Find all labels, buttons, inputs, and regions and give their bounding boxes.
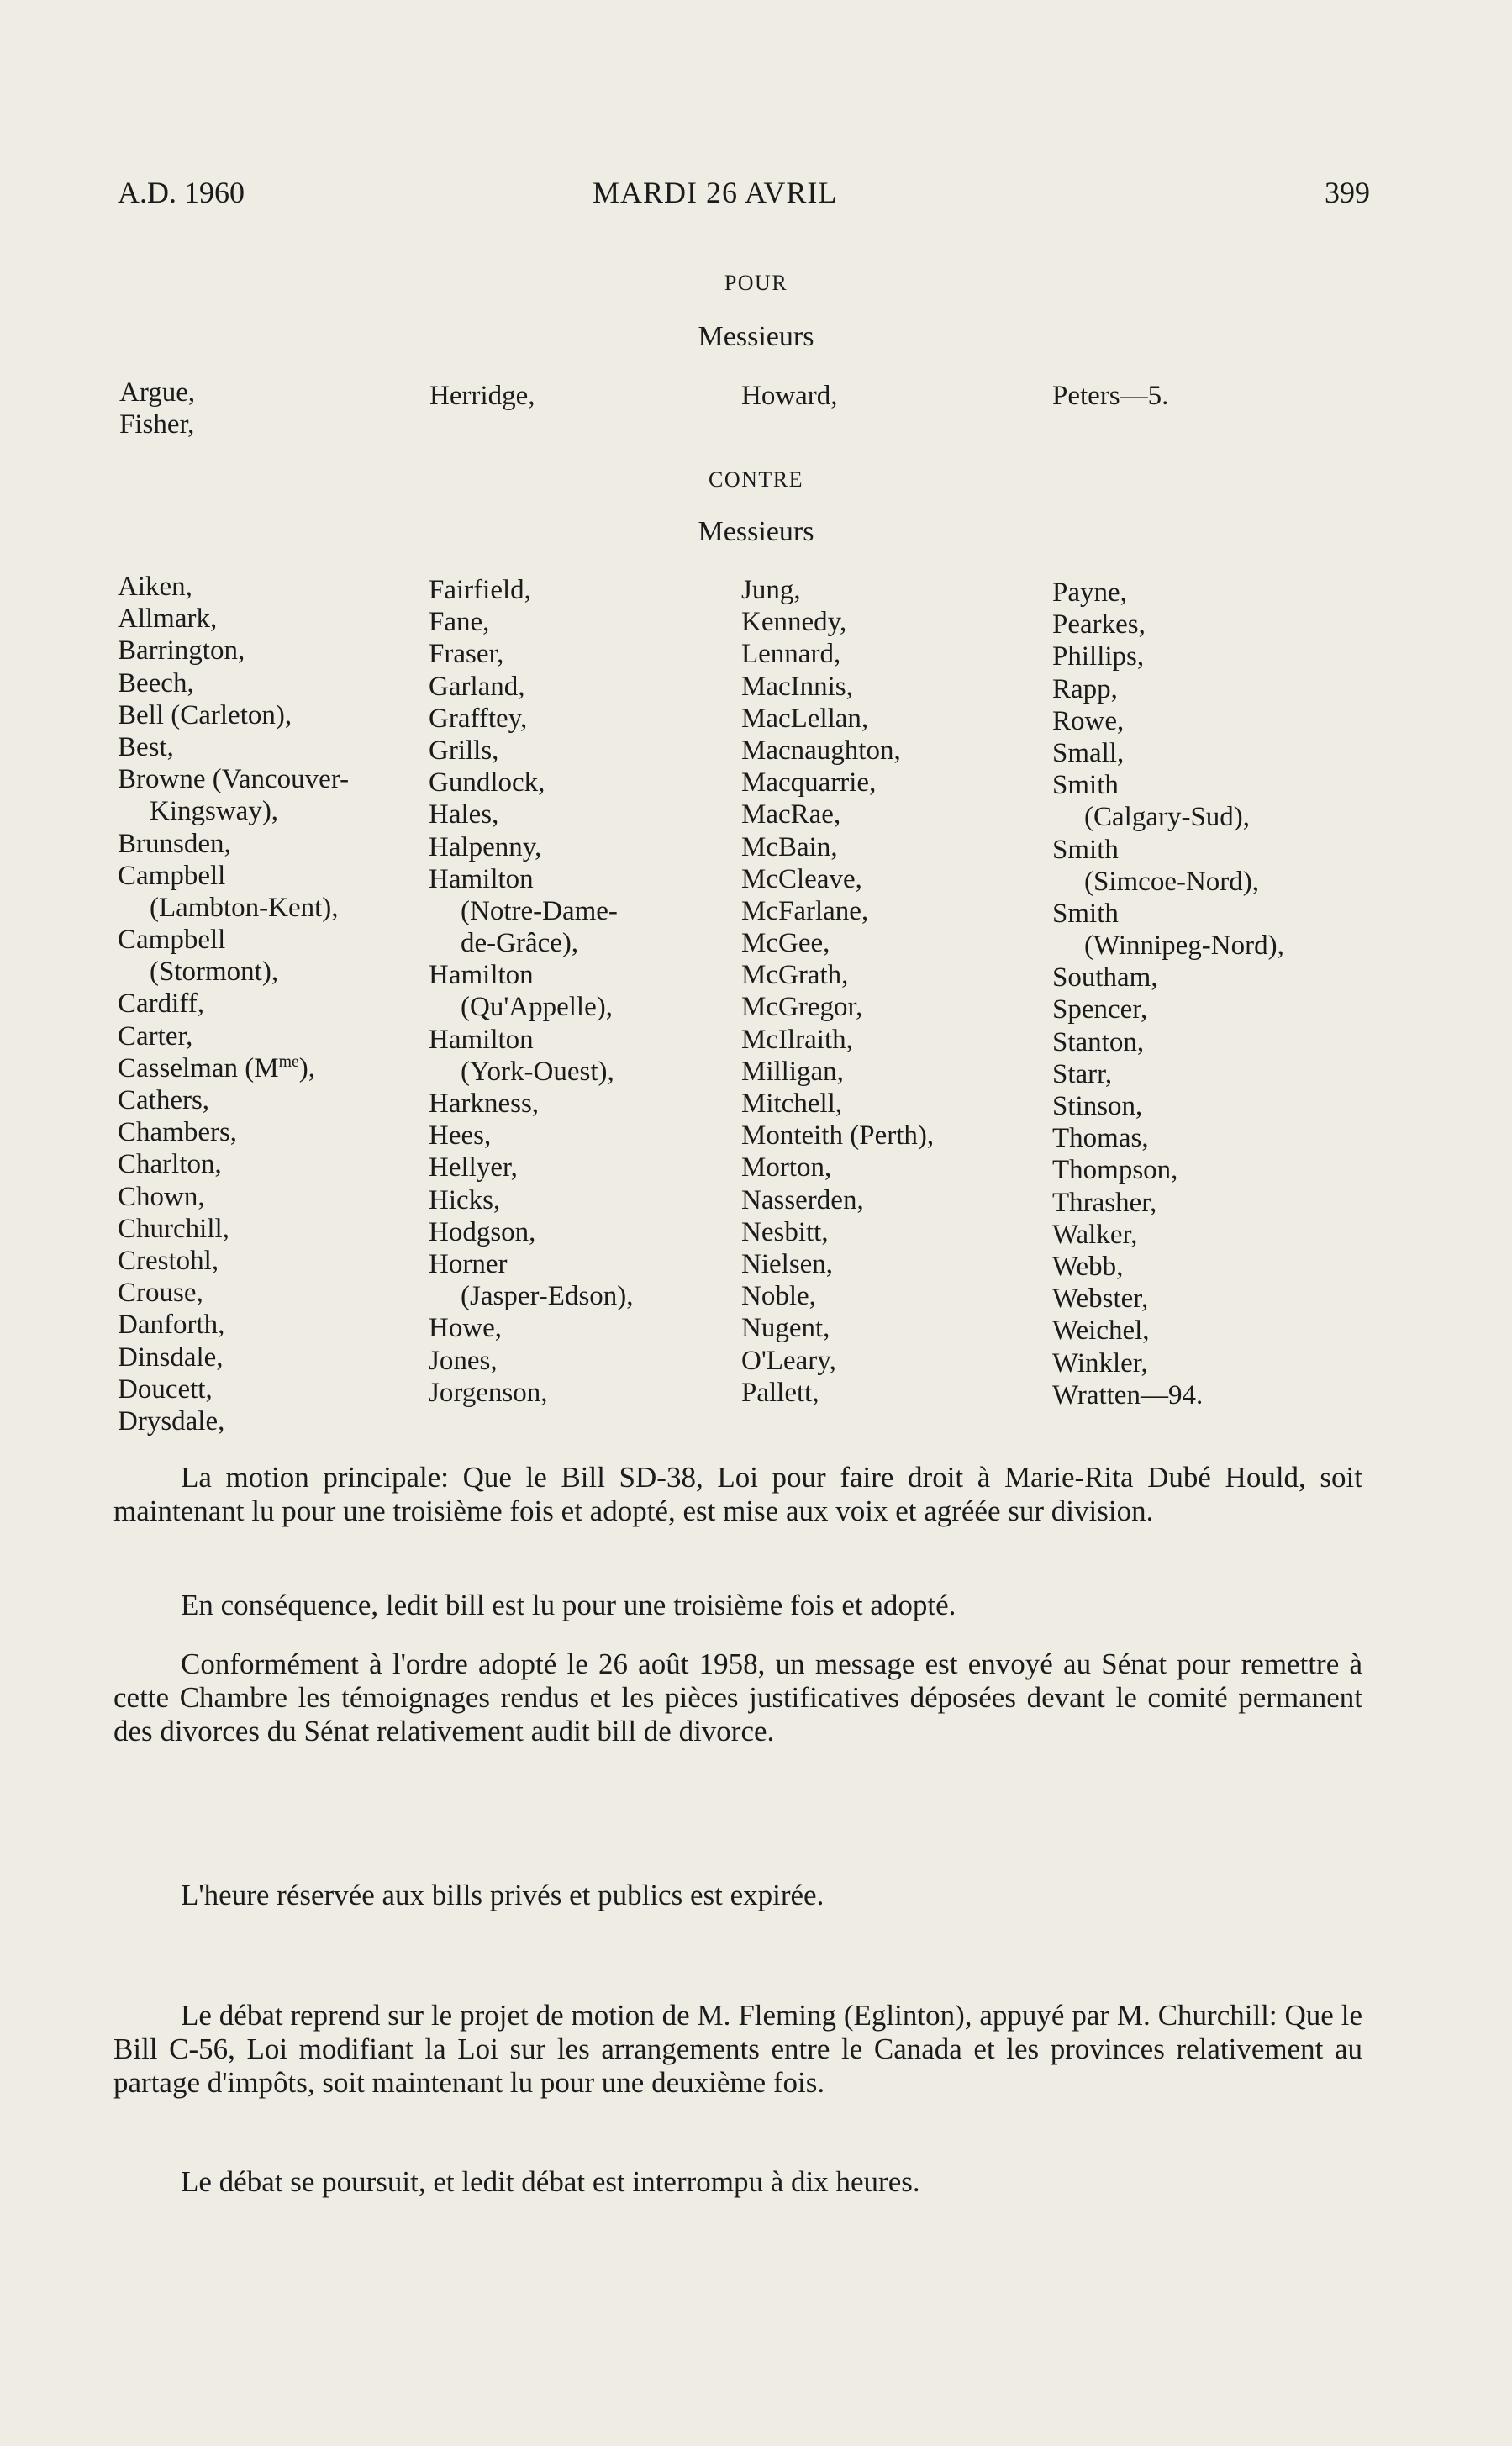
member-name: Small, (1052, 737, 1125, 768)
member-name: Danforth, (118, 1310, 225, 1341)
pour-column-1 (119, 377, 195, 440)
member-name: de-Grâce), (461, 928, 579, 959)
member-name: Hamilton (429, 1024, 534, 1055)
member-name: (Notre-Dame- (461, 895, 618, 926)
member-name: Hales, (429, 799, 499, 830)
consequence-text: En conséquence, ledit bill est lu pour une troisième fois et adopté. (181, 1589, 956, 1621)
member-name: McBain, (741, 831, 838, 862)
member-name: Howard, (741, 381, 838, 411)
member-name: Cathers, (118, 1085, 210, 1115)
member-name: Campbell (118, 860, 226, 891)
member-name: Argue, (119, 377, 196, 408)
contre-column-4 (1052, 577, 1284, 1411)
consequence-paragraph (113, 1589, 1362, 1622)
member-name: Stinson, (1052, 1091, 1143, 1121)
member-name: Stanton, (1052, 1026, 1145, 1057)
member-name: Grafftey, (429, 703, 528, 734)
member-name: Kingsway), (150, 796, 279, 827)
member-name: Weichel, (1052, 1315, 1150, 1347)
member-name: MacLellan, (741, 703, 869, 734)
member-name: (Simcoe-Nord), (1084, 866, 1260, 897)
motion-text: La motion principale: Que le Bill SD-38, Loi pour faire droit à Marie-Rita Dubé Hould, soit maintenant lu pour une troisième fois et adopté, est mise aux voix et agréée sur division. (113, 1461, 1362, 1527)
pour-messieurs: Messieurs (698, 321, 814, 352)
member-name: Dinsdale, (118, 1342, 224, 1373)
member-name: Aiken, (118, 572, 192, 602)
member-name: McGrath, (741, 960, 849, 991)
member-name: Payne, (1052, 577, 1127, 608)
member-name: Smith (1052, 834, 1119, 865)
contre-column-1 (118, 571, 349, 1437)
member-name: Halpenny, (429, 831, 542, 862)
member-name: Cardiff, (118, 988, 204, 1020)
member-name: Thompson, (1052, 1155, 1178, 1186)
member-name: MacInnis, (741, 671, 853, 702)
member-name: MacRae, (741, 799, 841, 830)
member-name: Nesbitt, (741, 1216, 829, 1247)
member-name: Charlton, (118, 1149, 222, 1180)
member-name: McFarlane, (741, 895, 869, 926)
member-name: Wratten—94. (1052, 1379, 1204, 1410)
member-name: Webster, (1052, 1284, 1149, 1315)
page-header (118, 175, 1370, 217)
member-name: Crouse, (118, 1278, 203, 1309)
member-name: Drysdale, (118, 1405, 225, 1436)
member-name: Morton, (741, 1152, 832, 1183)
member-name: (York-Ouest), (461, 1056, 614, 1087)
member-name: Rapp, (1052, 673, 1118, 704)
member-name: (Qu'Appelle), (461, 992, 613, 1023)
member-name: Milligan, (741, 1056, 844, 1087)
member-name: Peters—5. (1052, 381, 1169, 411)
member-name: Chambers, (118, 1117, 238, 1148)
contre-messieurs: Messieurs (698, 516, 814, 547)
member-name: Barrington, (118, 635, 245, 667)
member-name: Hodgson, (429, 1216, 536, 1247)
member-name: Phillips, (1052, 641, 1145, 672)
member-name: Hees, (429, 1120, 492, 1152)
member-name: (Calgary-Sud), (1084, 802, 1251, 833)
member-name: (Winnipeg-Nord), (1084, 930, 1284, 962)
member-name: Smith (1052, 770, 1119, 801)
member-name: Brunsden, (118, 828, 231, 859)
member-name: McCleave, (741, 863, 862, 894)
interrupt-paragraph (113, 2165, 1362, 2199)
pour-column-2 (429, 380, 535, 412)
member-name: (Lambton-Kent), (150, 892, 339, 923)
member-name: Noble, (741, 1281, 816, 1312)
contre-column-2 (429, 574, 634, 1409)
member-name: Garland, (429, 671, 525, 702)
member-name: Howe, (429, 1313, 503, 1344)
member-name: Chown, (118, 1181, 205, 1212)
member-name: Macnaughton, (741, 735, 901, 766)
member-name: Allmark, (118, 604, 218, 635)
member-name: Thomas, (1052, 1123, 1149, 1154)
member-name: Monteith (Perth), (741, 1120, 935, 1152)
member-name: Fairfield, (429, 575, 531, 605)
hour-paragraph (113, 1879, 1362, 1912)
member-name: Nasserden, (741, 1184, 864, 1215)
member-name: Jung, (741, 575, 801, 605)
member-name: Jones, (429, 1345, 498, 1376)
member-name: Hellyer, (429, 1152, 518, 1183)
date-title: MARDI 26 AVRIL (593, 176, 838, 209)
member-name: Spencer, (1052, 994, 1148, 1025)
member-name: Horner (429, 1248, 508, 1279)
member-name: Best, (118, 731, 174, 762)
member-name: Crestohl, (118, 1245, 219, 1276)
member-name: Hicks, (429, 1184, 501, 1215)
member-name: Herridge, (429, 381, 535, 411)
interrupt-text: Le débat se poursuit, et ledit débat est interrompu à dix heures. (181, 2165, 920, 2198)
member-name: McGee, (741, 928, 830, 959)
member-name: Rowe, (1052, 705, 1125, 736)
pour-column-4 (1052, 380, 1168, 412)
member-name: Macquarrie, (741, 767, 877, 799)
year-label: A.D. 1960 (118, 176, 245, 209)
message-text: Conformément à l'ordre adopté le 26 août 1958, un message est envoyé au Sénat pour remettre à cette Chambre les témoignages rendus et les pièces justificatives déposées devant le comité permanent des divorces du Sénat relativement audit bill de divorce. (113, 1647, 1362, 1748)
member-name: Kennedy, (741, 607, 847, 638)
member-name: McIlraith, (741, 1024, 853, 1055)
member-name: O'Leary, (741, 1345, 836, 1376)
member-name: Nielsen, (741, 1248, 834, 1279)
member-name: Lennard, (741, 639, 841, 670)
member-name: Thrasher, (1052, 1187, 1157, 1218)
member-name: Hamilton (429, 863, 534, 894)
member-name: Harkness, (429, 1089, 540, 1119)
pour-column-3 (741, 380, 838, 412)
member-name: Carter, (118, 1020, 193, 1052)
pour-heading: POUR (724, 271, 788, 295)
member-name: Bell (Carleton), (118, 699, 292, 730)
member-name: Winkler, (1052, 1347, 1148, 1379)
hour-text: L'heure réservée aux bills privés et publics est expirée. (181, 1879, 824, 1911)
member-name: Jorgenson, (429, 1377, 548, 1408)
member-name: Starr, (1052, 1058, 1113, 1089)
member-name: (Jasper-Edson), (461, 1281, 634, 1312)
member-name: McGregor, (741, 992, 863, 1023)
page-number: 399 (1325, 176, 1370, 209)
member-name: Pallett, (741, 1377, 819, 1408)
debate-text: Le débat reprend sur le projet de motion de M. Fleming (Eglinton), appuyé par M. Churchill: Que le Bill C-56, Loi modifiant la Loi sur les arrangements entre le Canada et les provinces relativement au partage d'impôts, soit maintenant lu pour une deuxième fois. (113, 1999, 1362, 2099)
contre-heading: CONTRE (709, 467, 803, 492)
member-name: Fraser, (429, 639, 504, 670)
member-name: Browne (Vancouver- (118, 764, 350, 795)
member-name: Mitchell, (741, 1089, 843, 1119)
member-name: Churchill, (118, 1213, 229, 1244)
member-name: Webb, (1052, 1251, 1124, 1282)
member-name: Campbell (118, 925, 226, 956)
member-name: Casselman $(M^{me})$, (118, 1052, 315, 1083)
debate-paragraph (113, 1999, 1362, 2100)
member-name: (Stormont), (150, 957, 279, 988)
member-name: Doucett, (118, 1373, 213, 1405)
member-name: Pearkes, (1052, 609, 1146, 640)
member-name: Gundlock, (429, 767, 545, 799)
member-name: Grills, (429, 735, 499, 766)
member-name: Southam, (1052, 962, 1158, 994)
member-name: Beech, (118, 667, 194, 698)
member-name: Hamilton (429, 960, 534, 991)
member-name: Smith (1052, 898, 1119, 929)
message-paragraph (113, 1647, 1362, 1748)
motion-paragraph (113, 1461, 1362, 1528)
contre-column-3 (741, 574, 934, 1409)
member-name: Walker, (1052, 1219, 1138, 1250)
member-name: Fisher, (119, 409, 195, 440)
member-name: Fane, (429, 607, 490, 638)
member-name: Nugent, (741, 1313, 830, 1344)
